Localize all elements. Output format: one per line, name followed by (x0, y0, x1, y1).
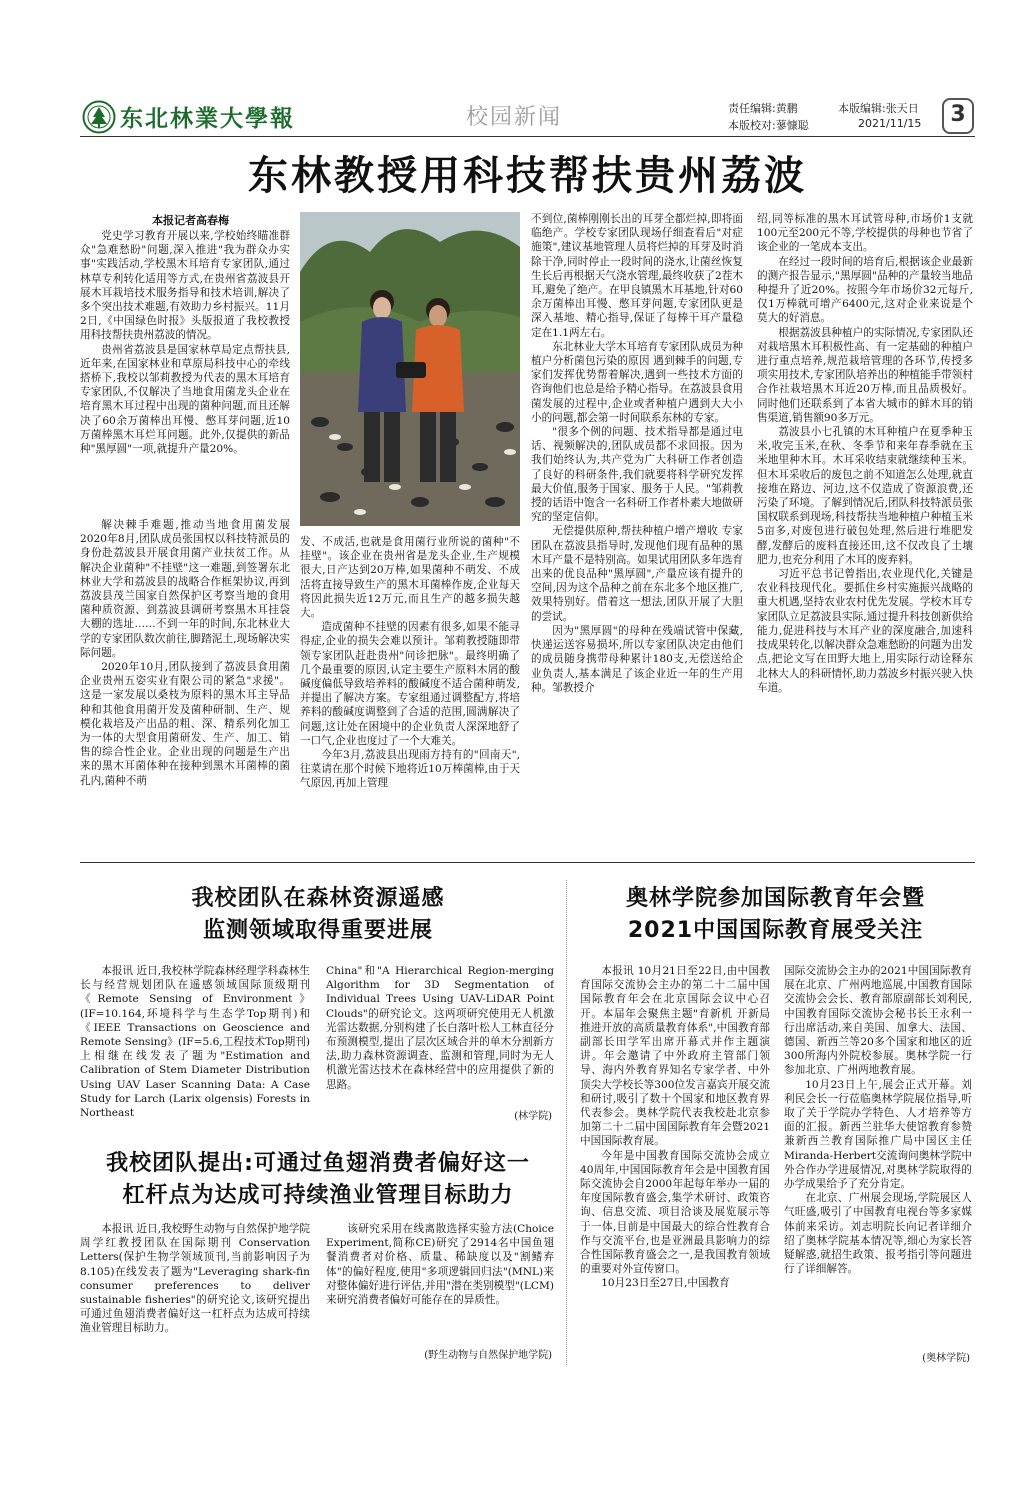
lead-paragraph: 东北林业大学木耳培育专家团队成员为种植户分析菌包污染的原因 遇到棘手的问题,专家们发挥优势帮着解决,遇到一些技术方面的咨询他们也总是给予精心指导。在荔波县食用菌发展的过程中,企业或者种植户遇到大大小小的问题,都会第一时间联系东林的专家。 (531, 340, 743, 424)
column-divider (566, 880, 567, 1365)
story3-credit: (野生动物与自然保护地学院) (424, 1350, 552, 1361)
lead-paragraph: 党史学习教育开展以来,学校始终瞄准群众"急难愁盼"问题,深入推进"我为群众办实事"实践活动,学校黑木耳培育专家团队,通过林草专利转化适用等方式,在贵州省荔波县开展木耳栽培技术服务指导和技术培训,解决了多个突出技术难题,有效助力乡村振兴。11月2日,《中国绿色时报》头版报道了我校教授用科技帮扶贵州荔波的情况。 (80, 230, 290, 342)
story2-headline-line2: 监测领域取得重要进展 (202, 918, 433, 943)
story4-credit: (奥林学院) (922, 1353, 970, 1364)
university-seal-logo (82, 100, 116, 134)
story4-column-2 (784, 964, 972, 1348)
lead-paragraph: 荔波县小七孔镇的木耳种植户在夏季种玉米,收完玉米,在秋、冬季节和来年春季就在玉米地里种木耳。木耳采收结束就继续种玉米。但木耳采收后的废包之前不知道怎么处理,就直接堆在路边、河边,这不仅造成了资源浪费,还污染了环境。了解到情况后,团队科技特派员张国权联系到现场,科技帮扶当地种植户种植玉米5亩多,对废包进行破包处理,然后进行堆肥发酵,发酵后的废料直接还田,这不仅改良了土壤肥力,也充分利用了木耳的废弃料。 (757, 426, 973, 566)
story3-paragraph: 本报讯 近日,我校野生动物与自然保护地学院周学红教授团队在国际期刊 Conservation Letters(保护生物学领域顶刊,当前影响因子为8.105)在线发表了题为"Leveraging shark-fin consumer preferences to deliver sustainable fisheries"的研究论文,该研究提出可通过鱼翅消费者偏好这一杠杆点为达成可持续渔业管理目标助力。 (80, 1223, 310, 1335)
story3-column-2 (326, 1222, 554, 1342)
story4-paragraph: 今年是中国教育国际交流协会成立40周年,中国国际教育年会是中国教育国际交流协会自2000年起每年举办一届的年度国际教育盛会,集学术研讨、政策咨询、信息交流、项目洽谈及展览展示等于一体,目前是中国最大的综合性教育合作与交流平台,也是亚洲最具影响力的综合性国际教育盛会之一,是我国教育领域的重要对外宣传窗口。 (580, 1149, 770, 1276)
story2-paragraph: China"和"A Hierarchical Region-merging Algorithm for 3D Segmentation of Individual Trees Using UAV-LiDAR Point Clouds"的研究论文。这两项研究使用无人机激光雷达数据,分别构建了长白落叶松人工林直径分布预测模型,提出了层次区域合并的单木分割新方法,助力森林资源调查、监测和管理,同时为无人机激光雷达技术在森林经营中的应用提供了新的思路。 (326, 965, 554, 1091)
lead-paragraph: 2020年10月,团队接到了荔波县食用菌企业贵州五姿实业有限公司的紧急"求援"。这是一家发展以桑枝为原料的黑木耳主导品种和其他食用菌开发及菌种研制、生产、规模化栽培及产出品的粗、深、精系列化加工为一体的大型食用菌研发、生产、加工、销售的综合性企业。企业出现的问题是生产出来的黑木耳菌体种在接种到黑木耳菌棒的菌孔内,菌种不萌 (80, 661, 290, 787)
story4-paragraph: 国际交流协会主办的2021中国国际教育展在北京、广州两地巡展,中国教育国际交流协会会长、教育部原副部长刘利民,中国教育国际交流协会秘书长王永利一行出席活动,来自美国、加拿大、法国、德国、新西兰等20多个国家和地区的近300所海内外院校参展。奥林学院一行参加北京、广州两地教育展。 (784, 965, 972, 1077)
story4-paragraph: 本报讯 10月21日至22日,由中国教育国际交流协会主办的第二十二届中国国际教育年会在北京国际会议中心召开。本届年会聚焦主题"育新机 开新局 推进开放的高质量教育体系",中国教育部副部长田学军出席开幕式并作主题演讲。年会邀请了中外政府主管部门领导、海内外教育界知名专家学者、中外顶尖大学校长等300位发言嘉宾开展交流和研讨,吸引了数十个国家和地区教育界代表参会。奥林学院代表我校赴北京参加第二十二届中国国际教育年会暨2021中国国际教育展。 (580, 965, 770, 1148)
section-name: 校园新闻 (466, 105, 563, 130)
lead-headline: 东林教授用科技帮扶贵州荔波 (248, 153, 807, 199)
story2-credit: (林学院) (514, 1111, 552, 1122)
lead-column-4 (757, 212, 973, 849)
page-number: 3 (942, 98, 974, 134)
lead-column-2 (300, 535, 520, 849)
story2-column-2 (326, 964, 554, 1114)
section-divider (80, 862, 975, 863)
lead-paragraph: 解决棘手难题,推动当地食用菌发展 2020年8月,团队成员张国权以科技特派员的身份赴荔波县开展食用菌产业扶贫工作。从解决企业菌种"不挂壁"这一难题,到签署东北林业大学和荔波县的战略合作框架协议,再到荔波县茂兰国家自然保护区考察当地的食用菌种质资源、到荔波县调研考察黑木耳挂袋大棚的选址……不到一年的时间,东北林业大学的专家团队数次前往,脚踏泥土,现场解决实际问题。 (80, 519, 290, 659)
story2-paragraph: 本报讯 近日,我校林学院森林经理学科森林生长与经营规划团队在遥感领域国际顶级期刊《Remote Sensing of Environment》(IF=10.164,环境科学与生态学Top期刊)和《IEEE Transactions on Geoscience and Remote Sensing》(IF=5.6,工程技术Top期刊)上相继在线发表了题为"Estimation and Calibration of Stem Diameter Distribution Using UAV Laser Scanning Data: A Case Study for Larch (Larix olgensis) Forests in Northeast (80, 965, 310, 1120)
lead-byline: 本报记者高春梅 (152, 214, 229, 227)
story3-column-1 (80, 1222, 310, 1362)
lead-photo-researchers-with-mushrooms (300, 212, 520, 526)
story2-headline (80, 883, 556, 947)
lead-paragraph: "很多个例的问题、技术指导都是通过电话、视频解决的,团队成员都不求回报。因为我们始终认为,共产党为广大科研工作者创造了良好的科研条件,我们就要将科学研究发挥最大价值,服务于国家、服务于人民。"邹莉教授的话语中饱含一名科研工作者朴素大地做研究的坚定信仰。 (531, 426, 743, 524)
lead-paragraph: 发、不成活,也就是食用菌行业所说的菌种"不挂壁"。该企业在贵州省是龙头企业,生产规模很大,日产达到20万棒,如果菌种不萌发、不成活将直接导致生产的黑木耳菌棒作废,企业每天将因此损失近12万元,而且生产的越多损失越大。 (300, 536, 520, 620)
lead-paragraph: 无偿提供原种,帮扶种植户增产增收 专家团队在荔波县指导时,发现他们现有品种的黑木耳产量不是特别高。如果试用团队多年选育出来的优良品种"黑厚圆",产量应该有提升的空间,因为这个品种之前在东北多个地区推广,效果特别好。借着这一想法,团队开展了大胆的尝试。 (531, 525, 743, 623)
story3-headline-line1: 我校团队提出:可通过鱼翅消费者偏好这一 (106, 1151, 530, 1176)
lead-paragraph: 绍,同等标准的黑木耳试管母种,市场价1支就100元至200元不等,学校提供的母种也节省了该企业的一笔成本支出。 (757, 213, 973, 254)
story4-paragraph: 在北京、广州展会现场,学院展区人气旺盛,吸引了中国教育电视台等多家媒体前来采访。刘志明院长向记者详细介绍了奥林学院基本情况等,细心为家长答疑解惑,就招生政策、报考指引等问题进行了详细解答。 (784, 1192, 972, 1276)
story3-paragraph: 该研究采用在线离散选择实验方法(Choice Experiment,简称CE)研究了2914名中国鱼翅餐消费者对价格、质量、稀缺度以及"割鳍弃体"的偏好程度,使用"多项逻辑回归法"(MNL)来对整体偏好进行评估,并用"潜在类别模型"(LCM)来研究消费者偏好可能存在的异质性。 (326, 1223, 554, 1307)
page-editor: 本版编辑:张天日 (838, 102, 919, 115)
story2-column-1 (80, 964, 310, 1124)
lead-column-3 (531, 212, 743, 849)
responsible-editor: 责任编辑:黄鹏 (728, 102, 798, 115)
story4-headline-line1: 奥林学院参加国际教育年会暨 (625, 886, 925, 911)
lead-paragraph: 因为"黑厚圆"的母种在残端试管中保藏,快递运送容易损坏,所以专家团队决定由他们的成员随身携带母种累计180支,无偿送给企业负责人,基本满足了该企业近一年的生产用种。邹教授介 (531, 624, 743, 694)
lead-column-1 (80, 229, 290, 516)
lead-paragraph: 今年3月,荔波县出现雨方持有的"回南天",往菜请在那个时候下地将近10万棒菌棒,由于天气原因,再加上管理 (300, 749, 520, 790)
story3-headline-line2: 杠杆点为达成可持续渔业管理目标助力 (122, 1183, 514, 1208)
issue-date: 2021/11/15 (858, 117, 922, 130)
story4-column-1 (580, 964, 770, 1364)
story4-paragraph: 10月23日上午,展会正式开幕。刘利民会长一行莅临奥林学院展位指导,听取了关于学院办学特色、人才培养等方面的汇报。新西兰驻华大使馆教育参赞兼新西兰教育国际推广局中国区主任Miranda-Herbert交流询问奥林学院中外合作办学进展情况,对奥林学院取得的办学成果给予了充分肯定。 (784, 1078, 972, 1191)
lead-paragraph: 根据荔波县种植户的实际情况,专家团队还对栽培黑木耳积极性高、有一定基础的种植户进行重点培养,规范栽培管理的各环节,传授多项实用技术,专家团队培养出的种植能手带领村合作社栽培黑木耳近20万棒,而且品质极好。同时他们还联系到了本省大城市的鲜木耳的销售渠道,销售额90多万元。 (757, 326, 973, 424)
story2-headline-line1: 我校团队在森林资源遥感 (191, 886, 445, 911)
lead-paragraph: 造成菌种不挂壁的因素有很多,如果不能寻得症,企业的损失会难以预计。邹莉教授随即带领专家团队赶赴贵州"问诊把脉"。最终明确了几个最重要的原因,认定主要生产原料木屑的酸碱度偏低导致培养料的酸碱度不适合菌种萌发,并提出了解决方案。专家组通过调整配方,将培养料的酸碱度调整到了合适的范围,圆满解决了问题,这让处在困境中的企业负责人深深地舒了一口气,企业也度过了一个大难关。 (300, 621, 520, 747)
lead-paragraph: 在经过一段时间的培育后,根据该企业最新的测产报告显示,"黑厚圆"品种的产量较当地品种提升了近20%。按照今年市场价32元每斤,仅1万棒就可增产6400元,这对企业来说是个莫大的好消息。 (757, 255, 973, 325)
story4-headline-line2: 2021中国国际教育展受关注 (627, 918, 924, 943)
lead-column-1b (80, 518, 290, 848)
newspaper-name: 东北林業大學報 (120, 105, 295, 132)
lead-paragraph: 不到位,菌棒刚刚长出的耳芽全都烂掉,即将面临绝产。学校专家团队现场仔细查看后"对症施策",建议基地管理人员将烂掉的耳芽及时消除干净,同时停止一段时间的浇水,让菌丝恢复生长后再根据天气浇水管理,最终收获了2茬木耳,避免了绝产。在甲良镇黑木耳基地,针对60余万菌棒出耳慢、憋耳芽问题,专家团队更是深入基地、精心指导,保证了每棒干耳产量稳定在1.1两左右。 (531, 213, 743, 339)
header-rule (80, 136, 975, 137)
story4-headline (578, 883, 973, 947)
story4-paragraph: 10月23日至27日,中国教育 (601, 1277, 730, 1290)
story3-headline (80, 1148, 556, 1212)
proofreader: 本版校对:蓼慷聪 (728, 119, 809, 132)
lead-paragraph: 习近平总书记曾指出,农业现代化,关键是农业科技现代化。要抓住乡村实施振兴战略的重大机遇,坚持农业农村优先发展。学校木耳专家团队立足荔波县实际,通过提升科技创新供给能力,促进科技与木耳产业的深度融合,加速科技成果转化,以解决群众急难愁盼的问题为出发点,把论文写在田野大地上,用实际行动诠释东北林大人的科研情怀,助力荔波乡村振兴驶入快车道。 (757, 568, 973, 694)
lead-paragraph: 贵州省荔波县是国家林草局定点帮扶县,近年来,在国家林业和草原局科技中心的牵线搭桥下,我校以邹莉教授为代表的黑木耳培育专家团队,不仅解决了当地食用菌龙头企业在培育黑木耳过程中出现的菌种问题,而且还解决了60余万菌棒出耳慢、憋耳芽问题,近10万菌棒黑木耳烂耳问题。此外,仅提供的新品种"黑厚圆"一项,就提升产量20%。 (80, 343, 290, 456)
